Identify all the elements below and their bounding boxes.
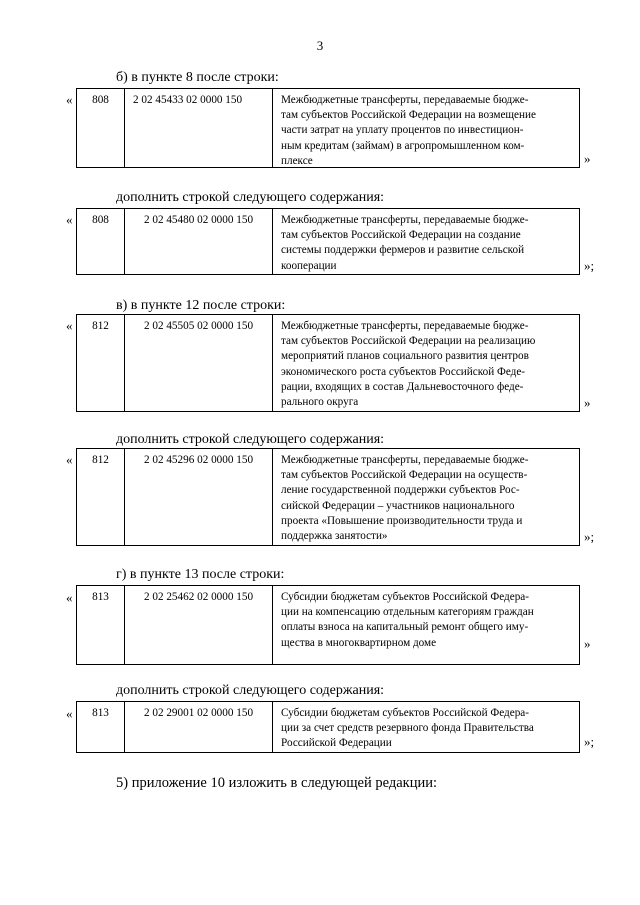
close-quote: » — [584, 151, 591, 166]
description-line: поддержка занятости» — [281, 530, 388, 543]
section-heading: дополнить строкой следующего содержания: — [116, 190, 385, 205]
description-line: Российской Федерации — [281, 737, 392, 750]
description-line: рального округа — [281, 396, 359, 409]
description-line: Субсидии бюджетам субъектов Российской Федера- — [281, 707, 529, 719]
section-heading: дополнить строкой следующего содержания: — [116, 683, 385, 698]
description-line: кооперации — [281, 259, 337, 272]
admin-code-cell: 812 — [77, 449, 125, 545]
close-quote: »; — [584, 529, 595, 544]
final-instruction: 5) приложение 10 изложить в следующей редакции: — [116, 775, 438, 791]
description-line: ции за счет средств резервного фонда Правительства — [281, 722, 534, 735]
admin-code-cell: 813 — [77, 586, 125, 664]
open-quote: « — [66, 212, 73, 227]
description-line: Межбюджетные трансферты, передаваемые бюдже- — [281, 214, 529, 226]
description-line: ции на компенсацию отдельным категориям граждан — [281, 606, 534, 619]
admin-code-cell: 812 — [77, 315, 125, 411]
description-line: Межбюджетные трансферты, передаваемые бюдже- — [281, 454, 529, 466]
description-line: ным кредитам (займам) в агропромышленном ком- — [281, 139, 525, 152]
description-line: Межбюджетные трансферты, передаваемые бюдже- — [281, 320, 529, 332]
table-row — [76, 88, 580, 168]
table-row — [76, 701, 580, 753]
description-line: ление государственной поддержки субъектов Рос- — [281, 484, 520, 497]
description-line: щества в многоквартирном доме — [281, 636, 437, 649]
table-row — [76, 585, 580, 665]
kbk-code-cell: 2 02 25462 02 0000 150 — [125, 586, 273, 664]
admin-code-cell: 813 — [77, 702, 125, 752]
description-line: системы поддержки фермеров и развитие сельской — [281, 244, 525, 257]
description-line: проекта «Повышение производительности труда и — [281, 514, 523, 527]
section-heading: г) в пункте 13 после строки: — [116, 567, 285, 582]
description-cell — [273, 702, 579, 752]
page-number: 3 — [316, 38, 324, 53]
section-heading: б) в пункте 8 после строки: — [116, 70, 279, 85]
admin-code-cell: 808 — [77, 89, 125, 167]
open-quote: « — [66, 706, 73, 721]
description-line: сийской Федерации – участников национального — [281, 499, 515, 512]
description-line: там субъектов Российской Федерации на реализацию — [281, 335, 536, 348]
table-row — [76, 314, 580, 412]
description-line: экономического роста субъектов Российской Феде- — [281, 365, 526, 378]
close-quote: »; — [584, 258, 595, 273]
description-line: там субъектов Российской Федерации на создание — [281, 229, 521, 242]
description-line: плексе — [281, 154, 313, 167]
description-cell — [273, 586, 579, 664]
close-quote: »; — [584, 734, 595, 749]
open-quote: « — [66, 590, 73, 605]
kbk-code-cell: 2 02 45296 02 0000 150 — [125, 449, 273, 545]
description-cell — [273, 89, 579, 167]
kbk-code-cell: 2 02 45433 02 0000 150 — [125, 89, 273, 167]
description-cell — [273, 449, 579, 545]
kbk-code-cell: 2 02 29001 02 0000 150 — [125, 702, 273, 752]
open-quote: « — [66, 318, 73, 333]
description-line: там субъектов Российской Федерации на возмещение — [281, 109, 536, 122]
description-line: Субсидии бюджетам субъектов Российской Федера- — [281, 591, 529, 603]
description-line: части затрат на уплату процентов по инвестицион- — [281, 124, 524, 137]
open-quote: « — [66, 452, 73, 467]
description-line: Межбюджетные трансферты, передаваемые бюдже- — [281, 94, 529, 106]
description-line: рации, входящих в состав Дальневосточного феде- — [281, 380, 524, 393]
table-row — [76, 448, 580, 546]
description-line: там субъектов Российской Федерации на осуществ- — [281, 469, 528, 482]
admin-code-cell: 808 — [77, 209, 125, 274]
kbk-code-cell: 2 02 45505 02 0000 150 — [125, 315, 273, 411]
description-cell — [273, 209, 579, 274]
section-heading: дополнить строкой следующего содержания: — [116, 432, 385, 447]
description-line: оплаты взноса на капитальный ремонт общего иму- — [281, 621, 529, 634]
section-heading: в) в пункте 12 после строки: — [116, 298, 286, 313]
close-quote: » — [584, 636, 591, 651]
description-line: мероприятий планов социального развития центров — [281, 350, 529, 363]
description-cell — [273, 315, 579, 411]
close-quote: » — [584, 395, 591, 410]
open-quote: « — [66, 92, 73, 107]
kbk-code-cell: 2 02 45480 02 0000 150 — [125, 209, 273, 274]
table-row — [76, 208, 580, 275]
